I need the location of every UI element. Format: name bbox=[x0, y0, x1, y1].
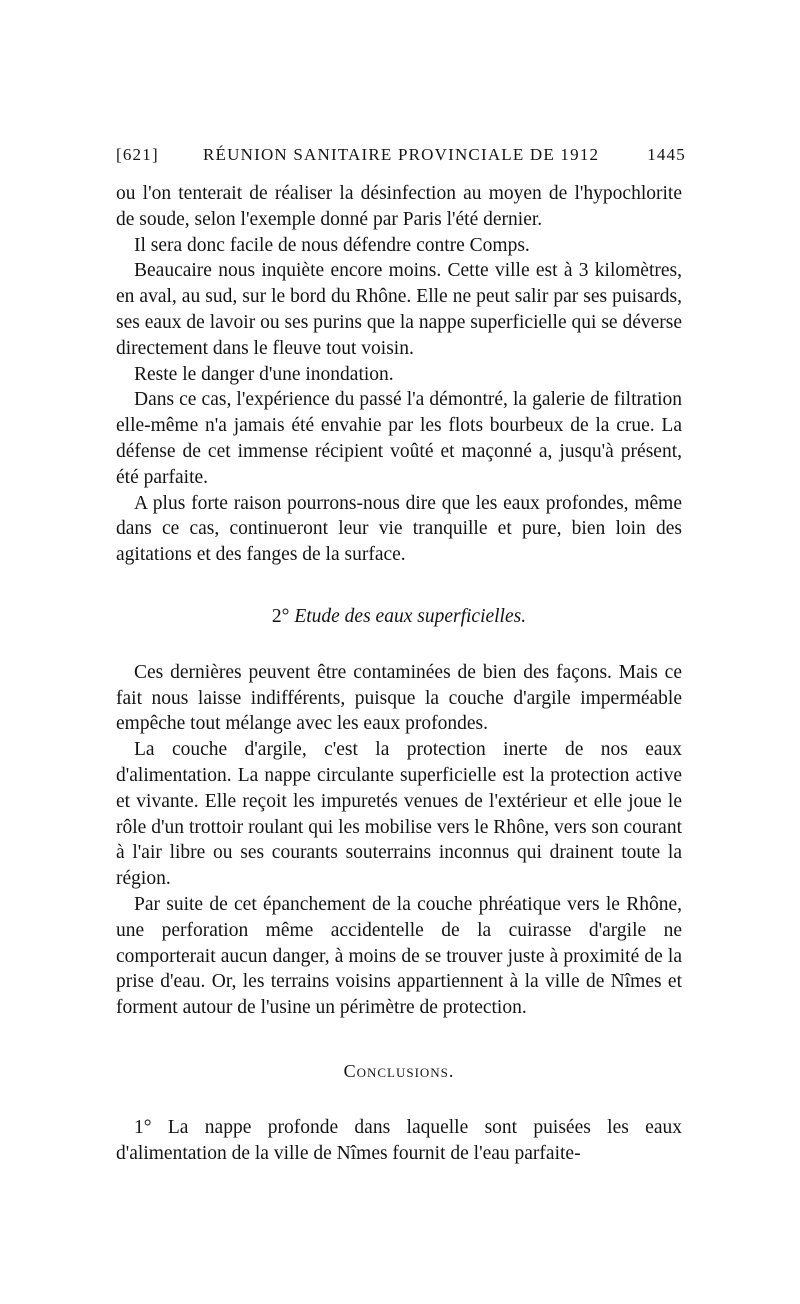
section-heading bbox=[116, 604, 682, 630]
page-number: 1445 bbox=[647, 145, 686, 164]
paragraph: A plus forte raison pourrons-nous dire que les eaux profondes, même dans ce cas, continueront leur vie tranquille et pure, bien loin des agitations et des fanges de la surface. bbox=[116, 492, 682, 566]
running-title: RÉUNION SANITAIRE PROVINCIALE DE 1912 bbox=[203, 145, 600, 164]
paragraph: Ces dernières peuvent être contaminées de bien des façons. Mais ce fait nous laisse indifférents, puisque la couche d'argile imperméable empêche tout mélange avec les eaux profondes. bbox=[116, 661, 682, 735]
paragraph: 1° La nappe profonde dans laquelle sont puisées les eaux d'alimentation de la ville de Nîmes fournit de l'eau parfaite- bbox=[116, 1116, 682, 1164]
section-number: 2° bbox=[271, 605, 290, 627]
paragraph: Dans ce cas, l'expérience du passé l'a démontré, la galerie de filtration elle-même n'a jamais été envahie par les flots bourbeux de la crue. La défense de cet immense récipient voûté et maçonné a, jusqu'à présent, été parfaite. bbox=[116, 389, 682, 488]
running-header bbox=[116, 145, 686, 169]
paragraph: ou l'on tenterait de réaliser la désinfection au moyen de l'hypochlorite de soude, selon l'exemple donné par Paris l'été dernier. bbox=[116, 183, 682, 230]
body-text bbox=[116, 181, 682, 1166]
paragraph: Beaucaire nous inquiète encore moins. Cette ville est à 3 kilomètres, en aval, au sud, sur le bord du Rhône. Elle ne peut salir par ses puisards, ses eaux de lavoir ou ses purins que la nappe superficielle qui se déverse directement dans le fleuve tout voisin. bbox=[116, 260, 682, 359]
page-reference: [621] bbox=[116, 145, 159, 164]
paragraph: La couche d'argile, c'est la protection inerte de nos eaux d'alimentation. La nappe circulante superficielle est la protection active et vivante. Elle reçoit les impuretés venues de l'extérieur et elle joue le rôle d'un trottoir roulant qui les mobilise vers le Rhône, vers son courant à l'air libre ou ses courants souterrains inconnus qui drainent toute la région. bbox=[116, 739, 682, 890]
conclusions-heading: Conclusions. bbox=[343, 1060, 455, 1081]
paragraph: Reste le danger d'une inondation. bbox=[134, 363, 394, 385]
paragraph: Par suite de cet épanchement de la couche phréatique vers le Rhône, une perforation même accidentelle de la cuirasse d'argile ne comporterait aucun danger, à moins de se trouver juste à proximité de la prise d'eau. Or, les terrains voisins appartiennent à la ville de Nîmes et forment autour de l'usine un périmètre de protection. bbox=[116, 893, 682, 1019]
section-title: Etude des eaux superficielles. bbox=[294, 605, 527, 627]
paragraph: Il sera donc facile de nous défendre contre Comps. bbox=[134, 234, 530, 256]
